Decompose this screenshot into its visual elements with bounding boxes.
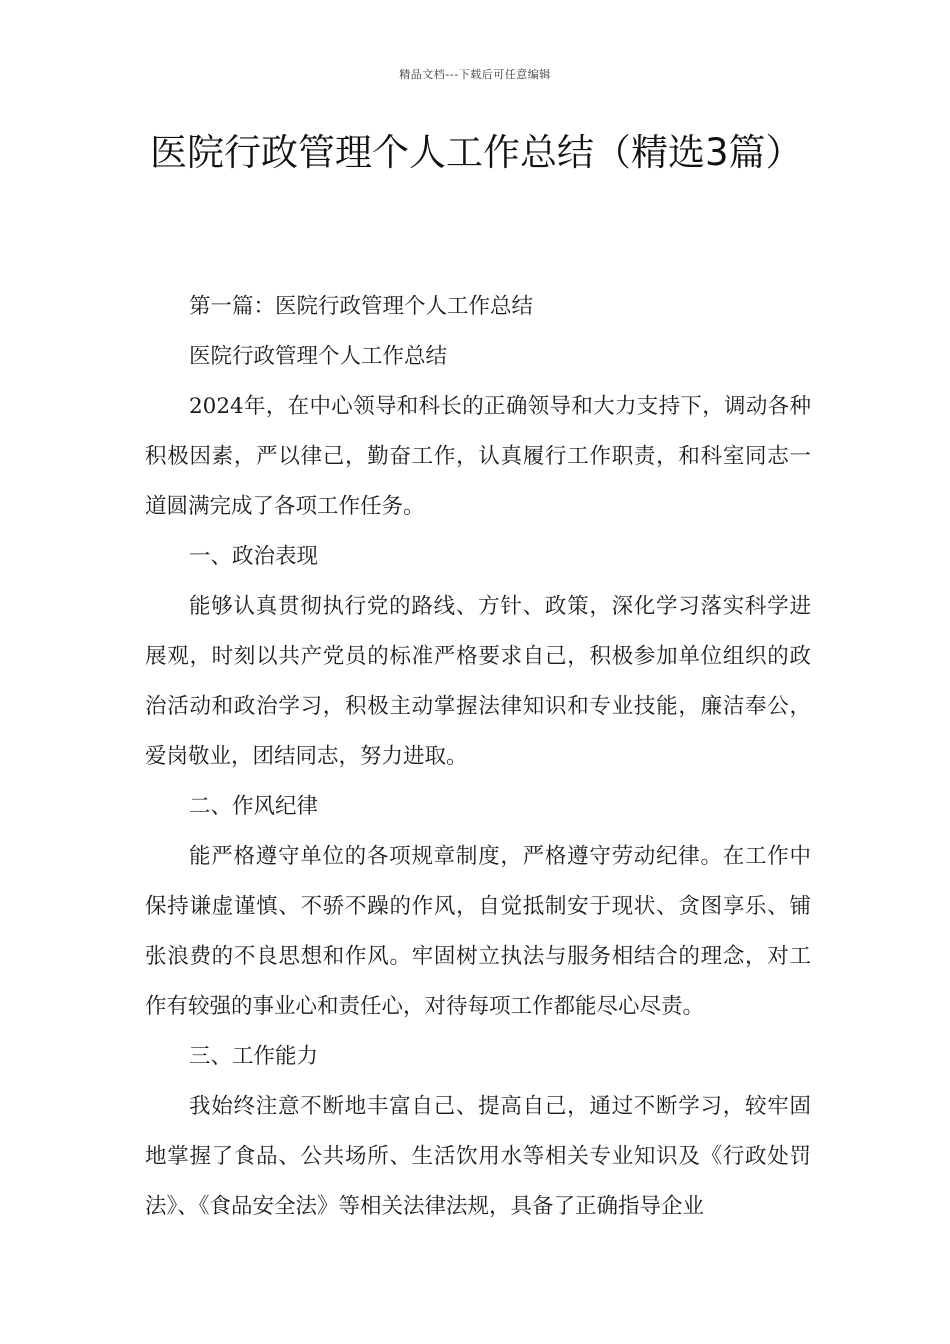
body-paragraph: 2024年，在中心领导和科长的正确领导和大力支持下，调动各种积极因素，严以律己，勤奋工作，认真履行工作职责，和科室同志一道圆满完成了各项工作任务。 [145,394,811,519]
body-paragraph: 能严格遵守单位的各项规章制度，严格遵守劳动纪律。在工作中保持谦虚谨慎、不骄不躁的作风，自觉抵制安于现状、贪图享乐、铺张浪费的不良思想和作风。牢固树立执法与服务相结合的理念，对工作有较强的事业心和责任心，对待每项工作都能尽心尽责。 [145,844,811,1019]
subtitle-paragraph: 医院行政管理个人工作总结 [189,344,448,369]
section-heading: 一、政治表现 [189,544,319,569]
header-note: 精品文档---下载后可任意编辑 [399,68,551,81]
section-heading: 第一篇：医院行政管理个人工作总结 [189,294,534,319]
section-heading: 二、作风纪律 [189,794,319,819]
section-heading: 三、工作能力 [189,1044,319,1069]
body-paragraph: 能够认真贯彻执行党的路线、方针、政策，深化学习落实科学进展观，时刻以共产党员的标准严格要求自己，积极参加单位组织的政治活动和政治学习，积极主动掌握法律知识和专业技能，廉洁奉公，爱岗敬业，团结同志，努力进取。 [145,594,811,769]
document-body [145,282,811,1232]
document-title: 医院行政管理个人工作总结（精选3篇） [150,131,803,174]
body-paragraph: 我始终注意不断地丰富自己、提高自己，通过不断学习，较牢固地掌握了食品、公共场所、生活饮用水等相关专业知识及《行政处罚法》、《食品安全法》等相关法律法规，具备了正确指导企业 [145,1094,811,1219]
